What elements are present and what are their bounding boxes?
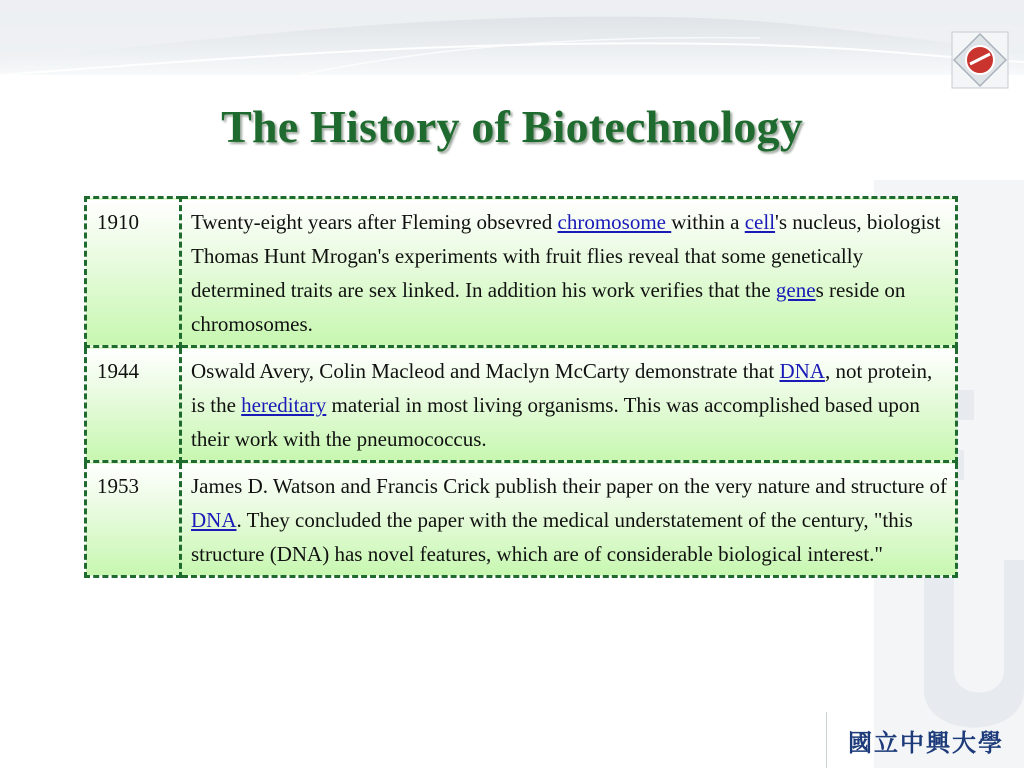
- text: material in most living organisms. This was accomplished based upon their work with the pneumococcus.: [191, 393, 920, 451]
- year-cell: 1910: [86, 198, 181, 347]
- hereditary-link[interactable]: hereditary: [241, 393, 327, 417]
- year-cell: 1944: [86, 347, 181, 462]
- gene-link[interactable]: gene: [775, 278, 816, 302]
- text: , not protein, is the: [191, 359, 933, 417]
- text: James D. Watson and Francis Crick publish their paper on the very nature and structure of: [191, 474, 948, 498]
- text: within a: [671, 210, 745, 234]
- description-cell: [181, 198, 957, 347]
- text: s reside on chromosomes.: [191, 278, 906, 336]
- text: Twenty-eight years after Fleming obsevred: [191, 210, 558, 234]
- table-row: [86, 462, 957, 577]
- cell-link[interactable]: cell: [744, 210, 776, 234]
- university-name: 國立中興大學: [848, 728, 1004, 757]
- university-logo: [826, 712, 1024, 768]
- description-cell: [181, 347, 957, 462]
- dna-link[interactable]: DNA: [779, 359, 825, 383]
- header-swoosh: [0, 0, 1024, 75]
- dna-link[interactable]: DNA: [191, 508, 237, 532]
- table-row: [86, 347, 957, 462]
- table-row: [86, 198, 957, 347]
- year-cell: 1953: [86, 462, 181, 577]
- text: . They concluded the paper with the medical understatement of the century, "this structure (DNA) has novel features, which are of considerable biological interest.": [191, 508, 913, 566]
- emblem-icon: [948, 28, 1012, 92]
- text: 's nucleus, biologist Thomas Hunt Mrogan's experiments with fruit flies reveal that some genetically determined traits are sex linked. In addition his work verifies that the: [191, 210, 941, 302]
- page-title: The History of Biotechnology: [221, 101, 803, 152]
- history-table: [84, 196, 958, 578]
- chromosome-link[interactable]: chromosome: [557, 210, 672, 234]
- description-cell: [181, 462, 957, 577]
- text: Oswald Avery, Colin Macleod and Maclyn McCarty demonstrate that: [191, 359, 780, 383]
